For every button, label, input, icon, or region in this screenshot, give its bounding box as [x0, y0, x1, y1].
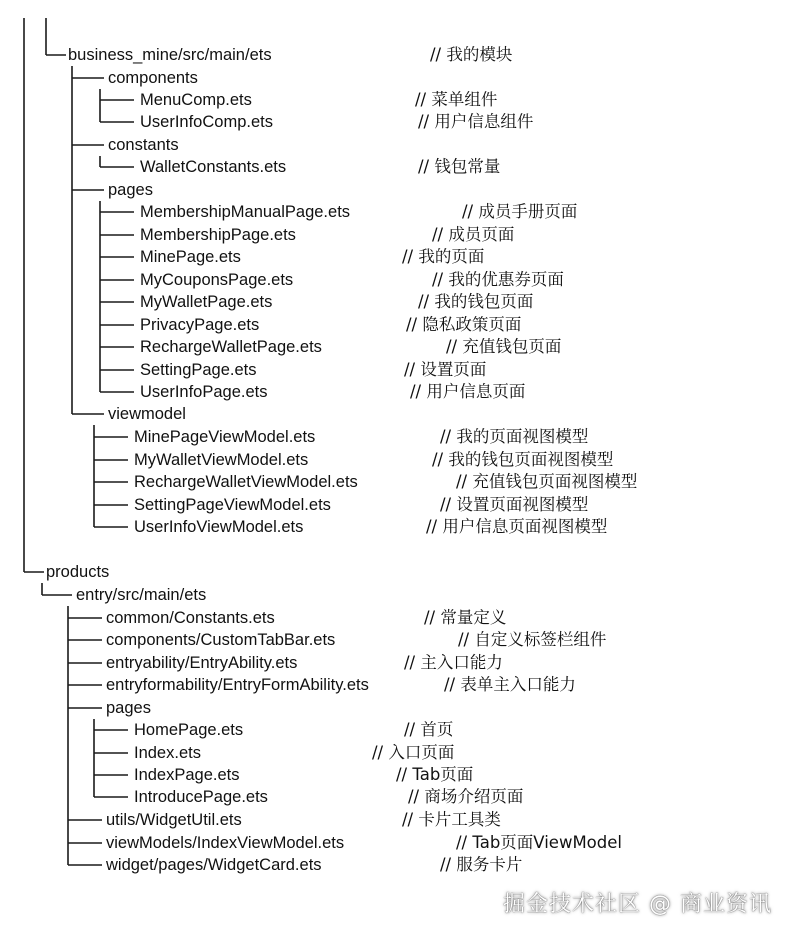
tree-comment: // 钱包常量 [418, 157, 501, 176]
tree-node: viewModels/IndexViewModel.ets [106, 834, 345, 852]
tree-node: Index.ets [134, 744, 201, 762]
tree-comment: // 表单主入口能力 [444, 675, 576, 694]
tree-comment: // 服务卡片 [440, 855, 523, 874]
tree-node: MembershipManualPage.ets [140, 203, 351, 221]
tree-node: HomePage.ets [134, 721, 244, 739]
tree-node: MyWalletViewModel.ets [134, 451, 309, 469]
tree-comment: // 设置页面 [404, 360, 487, 379]
tree-comment: // 用户信息页面视图模型 [426, 517, 608, 536]
tree-node: common/Constants.ets [106, 609, 275, 627]
tree-comment: // 我的页面视图模型 [440, 427, 589, 446]
tree-node: RechargeWalletViewModel.ets [134, 473, 358, 491]
tree-node: SettingPage.ets [140, 361, 257, 379]
tree-comment: // 隐私政策页面 [406, 315, 522, 334]
tree-comment: // 充值钱包页面视图模型 [456, 472, 638, 491]
tree-comment: // 我的钱包页面视图模型 [432, 450, 614, 469]
tree-comment: // 我的页面 [402, 247, 485, 266]
tree-comment: // 我的钱包页面 [418, 292, 534, 311]
tree-comment: // 我的优惠券页面 [432, 270, 564, 289]
tree-comment: // 卡片工具类 [402, 810, 501, 829]
tree-node: components [108, 69, 198, 87]
tree-comment: // 设置页面视图模型 [440, 495, 589, 514]
tree-comment: // Tab页面 [396, 765, 474, 784]
tree-comment: // Tab页面ViewModel [456, 833, 622, 852]
tree-node: entry/src/main/ets [76, 586, 207, 604]
tree-comment: // 菜单组件 [415, 90, 498, 109]
tree-comment: // 成员手册页面 [462, 202, 578, 221]
tree-node: pages [106, 699, 151, 717]
tree-node: utils/WidgetUtil.ets [106, 811, 242, 829]
tree-comment: // 我的模块 [430, 45, 513, 64]
tree-node: MenuComp.ets [140, 91, 252, 109]
tree-node: components/CustomTabBar.ets [106, 631, 336, 649]
tree-node: business_mine/src/main/ets [68, 46, 272, 64]
tree-node: SettingPageViewModel.ets [134, 496, 331, 514]
tree-node: viewmodel [108, 405, 186, 423]
tree-node: IntroducePage.ets [134, 788, 268, 806]
tree-node: pages [108, 181, 153, 199]
tree-node: constants [108, 136, 179, 154]
tree-node: widget/pages/WidgetCard.ets [106, 856, 322, 874]
tree-node: MyCouponsPage.ets [140, 271, 294, 289]
tree-comment: // 成员页面 [432, 225, 515, 244]
tree-node: UserInfoComp.ets [140, 113, 273, 131]
tree-comment: // 首页 [404, 720, 454, 739]
tree-node: PrivacyPage.ets [140, 316, 260, 334]
tree-comment: // 用户信息组件 [418, 112, 534, 131]
tree-node: WalletConstants.ets [140, 158, 287, 176]
tree-comment: // 常量定义 [424, 608, 507, 627]
tree-comment: // 自定义标签栏组件 [458, 630, 607, 649]
tree-node: entryability/EntryAbility.ets [106, 654, 298, 672]
watermark: 掘金技术社区 @ 商业资讯 [503, 892, 772, 917]
tree-node: IndexPage.ets [134, 766, 240, 784]
tree-comment: // 充值钱包页面 [446, 337, 562, 356]
tree-comment: // 主入口能力 [404, 653, 503, 672]
tree-node: UserInfoViewModel.ets [134, 518, 304, 536]
tree-node: entryformability/EntryFormAbility.ets [106, 676, 369, 694]
tree-node: MinePageViewModel.ets [134, 428, 316, 446]
tree-node: MembershipPage.ets [140, 226, 296, 244]
tree-comment: // 商场介绍页面 [408, 787, 524, 806]
tree-node: RechargeWalletPage.ets [140, 338, 322, 356]
tree-node: UserInfoPage.ets [140, 383, 268, 401]
tree-comment: // 用户信息页面 [410, 382, 526, 401]
tree-node: MinePage.ets [140, 248, 241, 266]
tree-comment: // 入口页面 [372, 743, 455, 762]
tree-node: MyWalletPage.ets [140, 293, 273, 311]
tree-node: products [46, 563, 110, 581]
